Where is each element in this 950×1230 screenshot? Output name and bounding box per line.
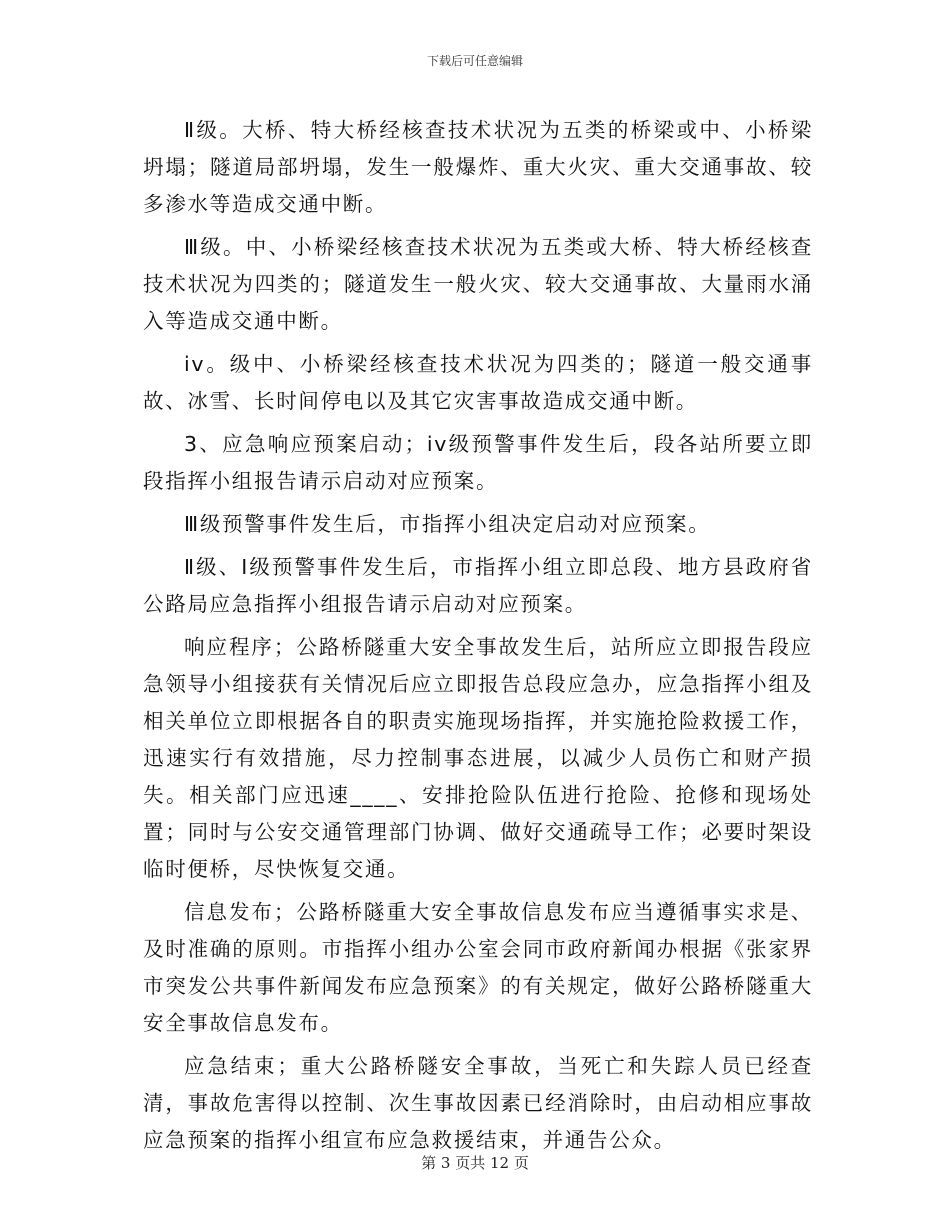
paragraph-level-4: iv。级中、小桥梁经核查技术状况为四类的；隧道一般交通事故、冰雪、长时间停电以及其它灾害事故造成交通中断。 — [143, 352, 813, 413]
paragraph-information-release: 信息发布；公路桥隧重大安全事故信息发布应当遵循事实求是、及时准确的原则。市指挥小组办公室会同市政府新闻办根据《张家界市突发公共事件新闻发布应急预案》的有关规定，做好公路桥隧重大安全事故信息发布。 — [143, 900, 813, 1035]
paragraph-plan-activation: 3、应急响应预案启动；iv级预警事件发生后，段各站所要立即段指挥小组报告请示启动对应预案。 — [143, 432, 813, 493]
paragraph-response-procedure: 响应程序；公路桥隧重大安全事故发生后，站所应立即报告段应急领导小组接获有关情况后应立即报告总段应急办，应急指挥小组及相关单位立即根据各自的职责实施现场指挥，并实施抢险救援工作，迅速实行有效措施，尽力控制事态进展，以减少人员伤亡和财产损失。相关部门应迅速____、安排抢险队伍进行抢险、抢修和现场处置；同时与公安交通管理部门协调、做好交通疏导工作；必要时架设临时便桥，尽快恢复交通。 — [143, 635, 813, 881]
paragraph-level-2: Ⅱ级。大桥、特大桥经核查技术状况为五类的桥梁或中、小桥梁坍塌；隧道局部坍塌，发生一般爆炸、重大火灾、重大交通事故、较多渗水等造成交通中断。 — [143, 118, 813, 216]
document-body — [143, 112, 813, 1165]
page-number: 第 3 页共 12 页 — [421, 1154, 529, 1172]
paragraph-level-1-2-warning: Ⅱ级、Ⅰ级预警事件发生后，市指挥小组立即总段、地方县政府省公路局应急指挥小组报告请示启动对应预案。 — [143, 555, 813, 616]
paragraph-level-3: Ⅲ级。中、小桥梁经核查技术状况为五类或大桥、特大桥经核查技术状况为四类的；隧道发生一般火灾、较大交通事故、大量雨水涌入等造成交通中断。 — [143, 235, 813, 333]
paragraph-level-3-warning: Ⅲ级预警事件发生后，市指挥小组决定启动对应预案。 — [184, 512, 711, 536]
page-header: 下载后可任意编辑 — [426, 54, 523, 68]
paragraph-emergency-end: 应急结束；重大公路桥隧安全事故，当死亡和失踪人员已经查清，事故危害得以控制、次生事故因素已经消除时，由启动相应事故应急预案的指挥小组宣布应急救援结束，并通告公众。 — [143, 1054, 813, 1152]
